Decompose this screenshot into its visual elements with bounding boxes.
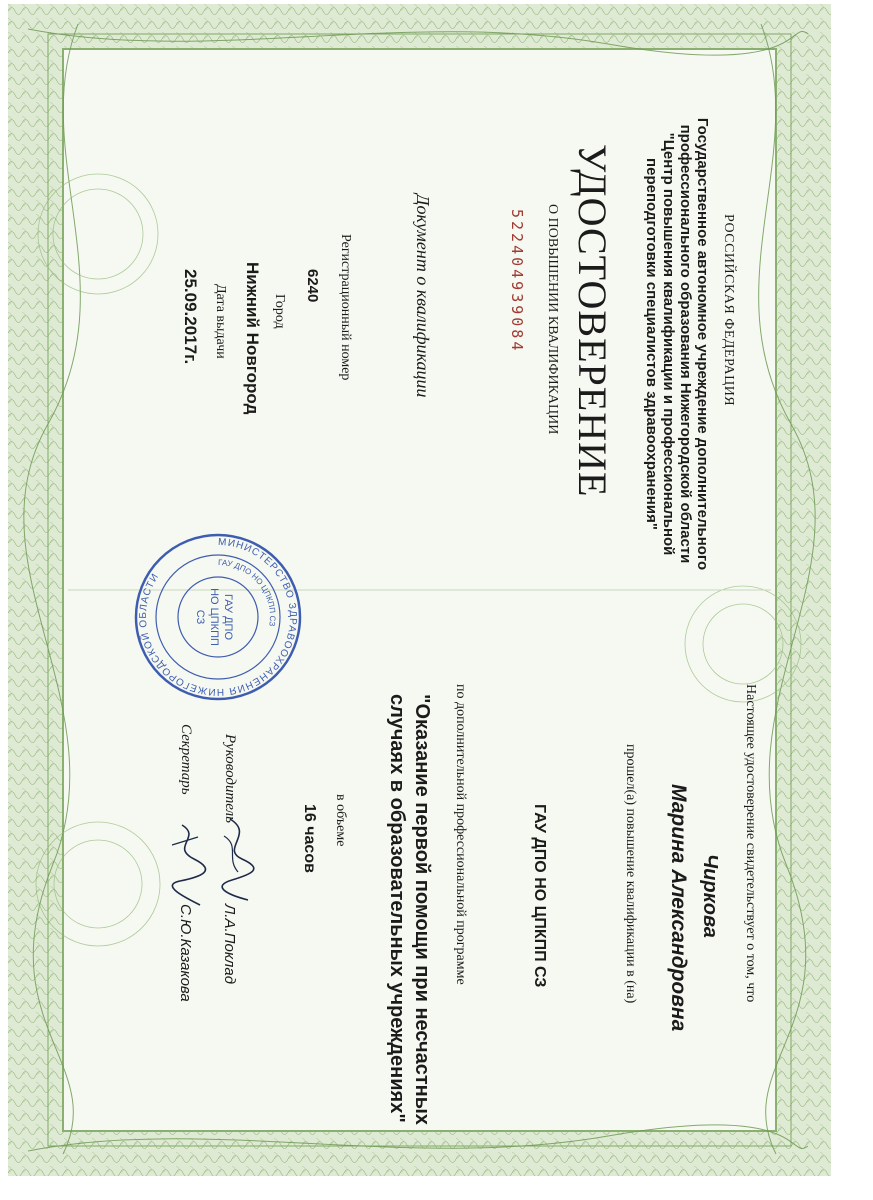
official-stamp: [133, 532, 303, 702]
passed-text: прошел(а) повышение квалификации в (на): [623, 744, 638, 1004]
organization-line-1: Государственное автономное учреждение дополнительного: [694, 117, 711, 571]
registration-number: 6240: [304, 269, 321, 303]
organization-line-2: профессионального образования Нижегородской области: [677, 124, 694, 564]
document-type: Документ о квалификации: [413, 194, 433, 398]
stamp-center-line-2: НО ЦПКПП: [208, 588, 220, 646]
serial-number: 522404939084: [508, 209, 526, 354]
certificate-left-page: [68, 54, 788, 614]
secretary-name: С.Ю.Казакова: [177, 904, 194, 1002]
city-label: Город: [272, 294, 287, 329]
head-signature: [216, 814, 260, 904]
stamp-inner-text: ГАУ ДПО НО ЦПКПП СЗ: [217, 557, 278, 627]
certifies-text: Настоящее удостоверение свидетельствует о том, что: [743, 684, 758, 1003]
issue-date: 25.09.2017г.: [181, 269, 200, 365]
program-hours: 16 часов: [301, 804, 318, 873]
holder-given-names: Марина Александровна: [667, 784, 690, 1032]
country-heading: РОССИЙСКАЯ ФЕДЕРАЦИЯ: [721, 214, 736, 407]
stamp-center-line-1: ГАУ ДПО: [222, 593, 234, 641]
certificate-right-page: [68, 536, 788, 1154]
holder-surname: Чиркова: [699, 854, 721, 938]
volume-label: в объеме: [333, 794, 348, 847]
program-title-line-2: случаях в образовательных учреждениях": [386, 694, 408, 1123]
organization-line-3: "Центр повышения квалификации и профессиональной: [660, 132, 677, 556]
stamp-outer-text: МИНИСТЕРСТВО ЗДРАВООХРАНЕНИЯ НИЖЕГОРОДСКОЙ ОБЛАСТИ: [137, 536, 299, 698]
program-label: по дополнительной профессиональной программе: [453, 684, 468, 985]
organization-line-4: переподготовки специалистов здравоохранения": [643, 158, 660, 530]
document-title: УДОСТОВЕРЕНИЕ: [570, 144, 615, 498]
registration-label: Регистрационный номер: [338, 234, 353, 381]
head-name: Л.А.Поклад: [221, 904, 238, 985]
head-label: Руководитель: [222, 734, 238, 823]
stamp-center-line-3: СЗ: [194, 609, 206, 625]
institution-name: ГАУ ДПО НО ЦПКПП СЗ: [531, 804, 548, 988]
secretary-label: Секретарь: [178, 724, 194, 795]
program-title-line-1: "Оказание первой помощи при несчастных: [411, 694, 433, 1125]
city-value: Нижний Новгород: [243, 262, 262, 415]
certificate-content: [68, 54, 788, 1154]
certificate-sheet: [8, 4, 831, 1176]
secretary-signature: [166, 819, 210, 909]
document-subtitle: О ПОВЫШЕНИИ КВАЛИФИКАЦИИ: [545, 204, 560, 435]
issue-date-label: Дата выдачи: [213, 284, 228, 359]
